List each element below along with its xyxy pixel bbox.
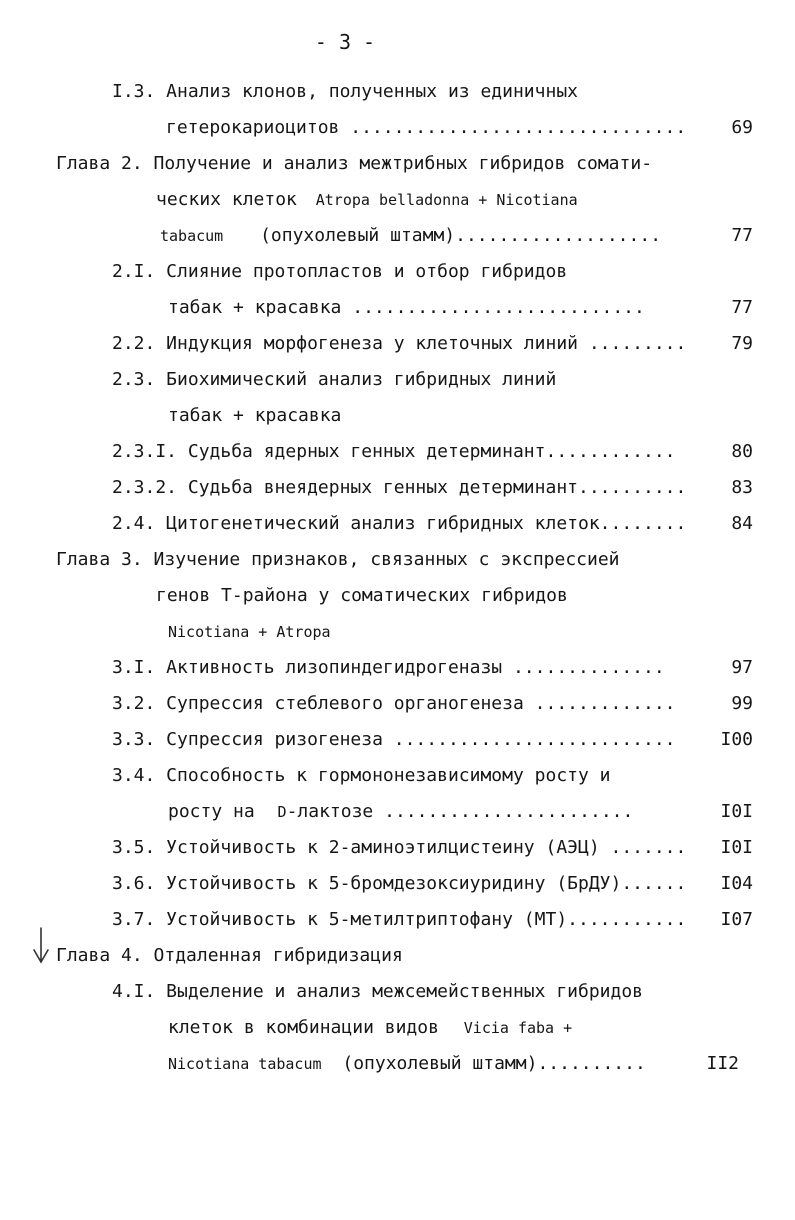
toc-entry-4-1-line3-ru: (опухолевый штамм).......... bbox=[342, 1053, 646, 1074]
toc-entry-3-4-line2 bbox=[168, 800, 633, 824]
toc-entry-4-1-line2-latin: Vicia faba + bbox=[463, 1019, 573, 1037]
toc-entry-3-1-page: 97 bbox=[731, 657, 753, 678]
toc-entry-3-1: 3.I. Активность лизопиндегидрогеназы .............. bbox=[112, 657, 665, 678]
toc-entry-3-2: 3.2. Супрессия стеблевого органогенеза ............. bbox=[112, 693, 676, 714]
toc-entry-2-1-page: 77 bbox=[731, 297, 753, 318]
toc-entry-3-3: 3.3. Супрессия ризогенеза .......................... bbox=[112, 729, 676, 750]
toc-entry-2-4: 2.4. Цитогенетический анализ гибридных клеток........ bbox=[112, 513, 687, 534]
chapter-3-title-line2: генов Т-района у соматических гибридов bbox=[156, 585, 568, 606]
toc-entry-2-1-line2: табак + красавка ........................... bbox=[168, 297, 645, 318]
toc-entry-1-3-page: 69 bbox=[731, 117, 753, 138]
chapter-2-title-line3-latin: tabacum bbox=[160, 227, 224, 245]
handwritten-arrow-icon bbox=[32, 926, 50, 966]
toc-entry-3-5: 3.5. Устойчивость к 2-аминоэтилцистеину (АЭЦ) ....... bbox=[112, 837, 687, 858]
toc-entry-4-1-line1: 4.I. Выделение и анализ межсемейственных гибридов bbox=[112, 981, 644, 1002]
toc-entry-4-1-line2 bbox=[168, 1016, 572, 1040]
toc-entry-3-3-page: I00 bbox=[720, 729, 753, 750]
toc-entry-3-4-line2-latin: D bbox=[277, 803, 287, 821]
chapter-3-title-line3-latin: Nicotiana + Atropa bbox=[168, 623, 331, 641]
toc-entry-3-6: 3.6. Устойчивость к 5-бромдезоксиуридину (БрДУ)...... bbox=[112, 873, 687, 894]
chapter-2-title-line1: Глава 2. Получение и анализ межтрибных гибридов сомати- bbox=[56, 153, 653, 174]
toc-entry-3-2-page: 99 bbox=[731, 693, 753, 714]
toc-entry-3-4-line2-a: росту на bbox=[168, 801, 255, 822]
toc-entry-3-7-page: I07 bbox=[720, 909, 753, 930]
toc-entry-3-4-line2-b: -лактозе ....................... bbox=[286, 801, 634, 822]
chapter-2-page: 77 bbox=[731, 225, 753, 246]
toc-entry-2-3-line1: 2.3. Биохимический анализ гибридных линий bbox=[112, 369, 557, 390]
chapter-2-title-line2-ru: ческих клеток bbox=[156, 189, 297, 210]
page-number: - 3 - bbox=[314, 30, 376, 54]
toc-entry-2-3-line2: табак + красавка bbox=[168, 405, 342, 426]
toc-entry-4-1-line2-ru: клеток в комбинации видов bbox=[168, 1017, 439, 1038]
toc-entry-3-6-page: I04 bbox=[720, 873, 753, 894]
toc-entry-3-5-page: I0I bbox=[720, 837, 753, 858]
chapter-2-title-line2-latin: Atropa belladonna + Nicotiana bbox=[315, 191, 578, 209]
chapter-3-title-line1: Глава 3. Изучение признаков, связанных с экспрессией bbox=[56, 549, 620, 570]
toc-entry-2-2-page: 79 bbox=[731, 333, 753, 354]
toc-entry-4-1-page: II2 bbox=[706, 1053, 739, 1074]
chapter-2-title-line3-ru: (опухолевый штамм)................... bbox=[260, 225, 662, 246]
toc-entry-1-3-line2: гетерокариоцитов ............................... bbox=[166, 117, 687, 138]
toc-entry-1-3-line1: I.3. Анализ клонов, полученных из единичных bbox=[112, 81, 578, 102]
toc-entry-2-4-page: 84 bbox=[731, 513, 753, 534]
toc-entry-4-1-line3-latin: Nicotiana tabacum bbox=[168, 1055, 322, 1073]
toc-entry-3-4-page: I0I bbox=[720, 801, 753, 822]
toc-entry-4-1-line3 bbox=[168, 1052, 646, 1076]
toc-entry-3-4-line1: 3.4. Способность к гормононезависимому росту и bbox=[112, 765, 611, 786]
toc-entry-3-7: 3.7. Устойчивость к 5-метилтриптофану (МТ)........... bbox=[112, 909, 687, 930]
chapter-2-title-line2 bbox=[156, 188, 578, 212]
chapter-2-title-line3 bbox=[160, 224, 661, 248]
chapter-4-title: Глава 4. Отдаленная гибридизация bbox=[56, 945, 403, 966]
toc-entry-2-2: 2.2. Индукция морфогенеза у клеточных линий ......... bbox=[112, 333, 687, 354]
toc-entry-2-3-2-page: 83 bbox=[731, 477, 753, 498]
toc-entry-2-3-2: 2.3.2. Судьба внеядерных генных детерминант.......... bbox=[112, 477, 687, 498]
toc-entry-2-3-1-page: 80 bbox=[731, 441, 753, 462]
toc-entry-2-3-1: 2.3.I. Судьба ядерных генных детерминант............ bbox=[112, 441, 676, 462]
toc-entry-2-1-line1: 2.I. Слияние протопластов и отбор гибридов bbox=[112, 261, 568, 282]
